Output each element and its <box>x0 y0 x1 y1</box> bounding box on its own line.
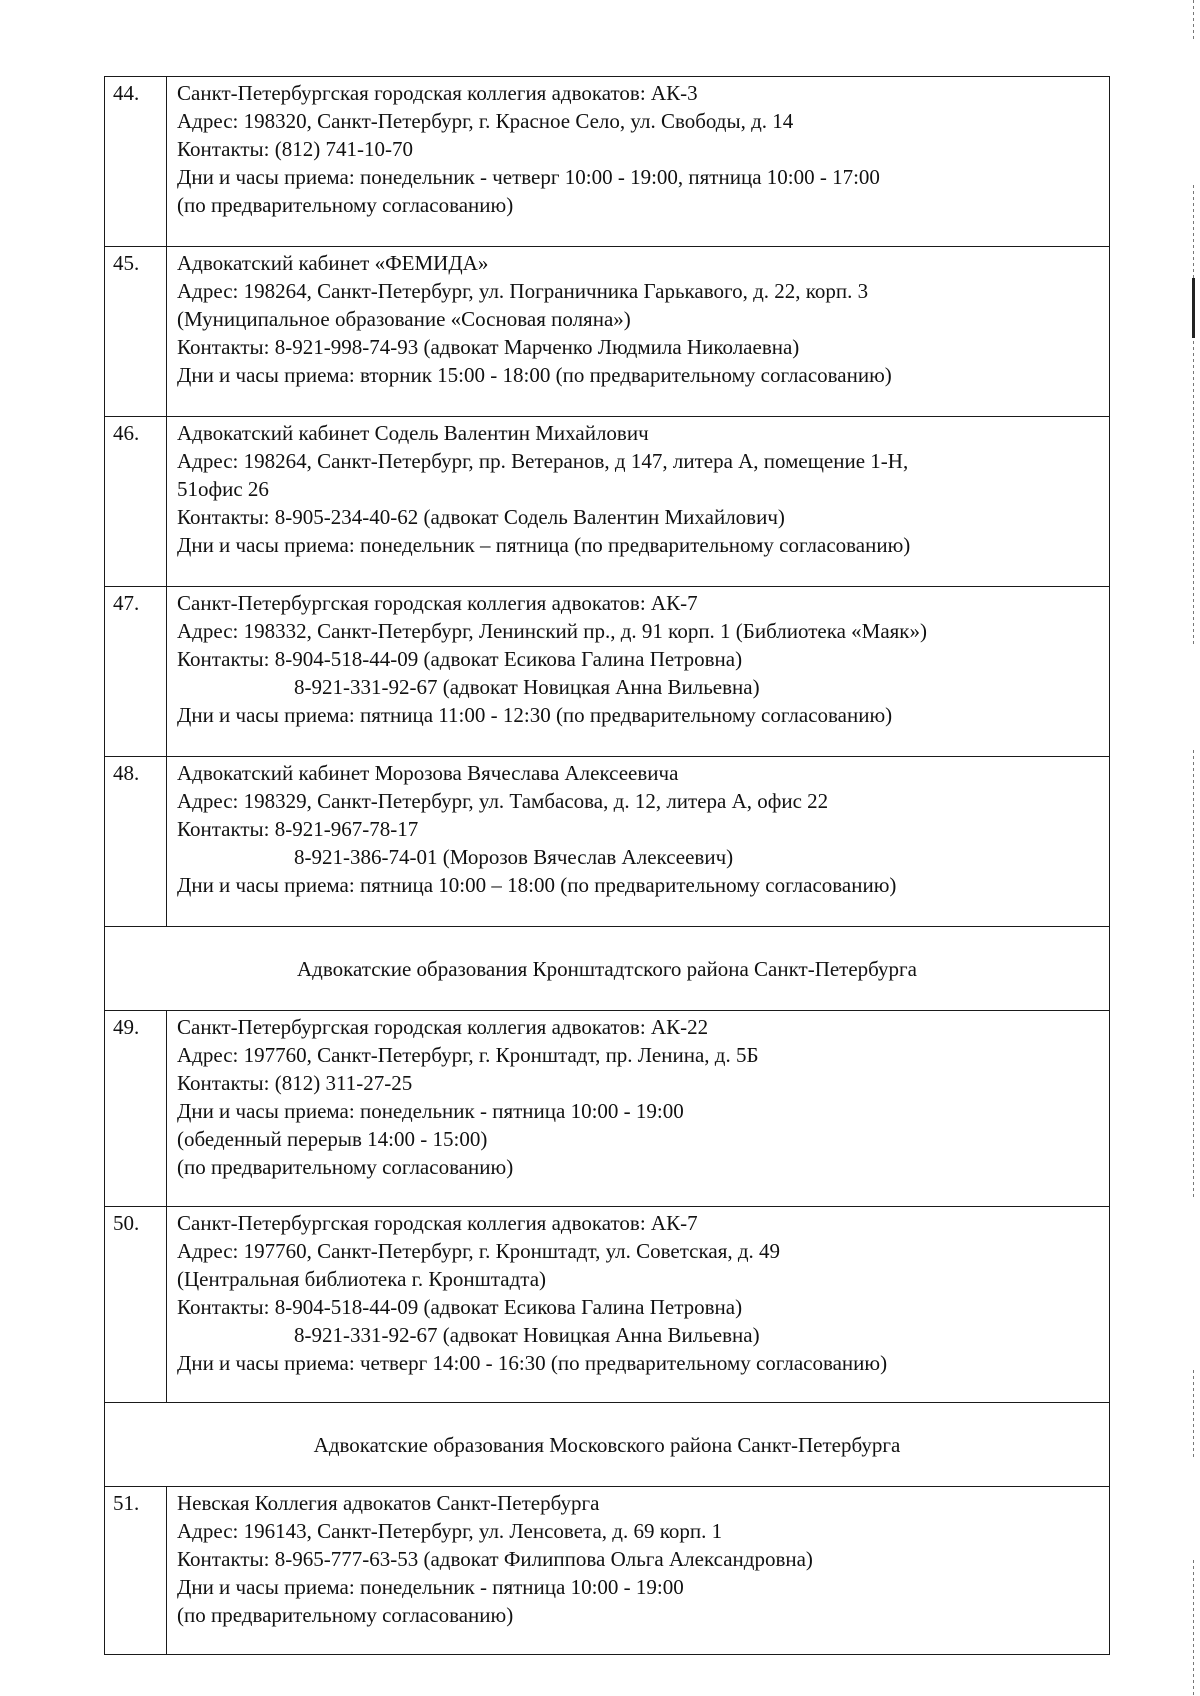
entry-contacts: Контакты: (812) 311-27-25 <box>177 1071 413 1095</box>
entry-content <box>167 77 1110 247</box>
table-row <box>105 1207 1110 1403</box>
entry-address: Адрес: 198264, Санкт-Петербург, ул. Пограничника Гарькавого, д. 22, корп. 3 <box>177 279 869 303</box>
entry-content <box>167 587 1110 757</box>
scan-artifact <box>1193 185 1194 645</box>
entry-org-name: Адвокатский кабинет Содель Валентин Михайлович <box>177 421 649 445</box>
entry-contacts: Контакты: (812) 741-10-70 <box>177 137 413 161</box>
table-row <box>105 77 1110 247</box>
table-row <box>105 1011 1110 1207</box>
section-header-moskovsky: Адвокатские образования Московского района Санкт-Петербурга <box>105 1403 1110 1487</box>
entry-note: (по предварительному согласованию) <box>177 1155 514 1179</box>
entry-number: 48. <box>105 757 167 927</box>
scan-artifact <box>1193 1560 1194 1696</box>
lawyer-registry-table <box>104 76 1110 1655</box>
entry-content <box>167 247 1110 417</box>
entry-content <box>167 757 1110 927</box>
entry-hours: Дни и часы приема: пятница 10:00 – 18:00 (по предварительному согласованию) <box>177 873 897 897</box>
entry-address-note: (Центральная библиотека г. Кронштадта) <box>177 1267 547 1291</box>
table-row <box>105 587 1110 757</box>
entry-hours: Дни и часы приема: понедельник - четверг 10:00 - 19:00, пятница 10:00 - 17:00 <box>177 165 880 189</box>
entry-content <box>167 417 1110 587</box>
entry-org-name: Санкт-Петербургская городская коллегия адвокатов: АК-7 <box>177 591 698 615</box>
entry-contacts-extra: 8-921-331-92-67 (адвокат Новицкая Анна Вильевна) <box>294 1323 760 1347</box>
entry-contacts: Контакты: 8-965-777-63-53 (адвокат Филиппова Ольга Александровна) <box>177 1547 813 1571</box>
entry-address: Адрес: 197760, Санкт-Петербург, г. Кронштадт, ул. Советская, д. 49 <box>177 1239 781 1263</box>
section-header-kronshtadt: Адвокатские образования Кронштадтского района Санкт-Петербурга <box>105 927 1110 1011</box>
entry-number: 44. <box>105 77 167 247</box>
section-header-row <box>105 1403 1110 1487</box>
entry-hours: Дни и часы приема: вторник 15:00 - 18:00 (по предварительному согласованию) <box>177 363 892 387</box>
table-row <box>105 417 1110 587</box>
entry-org-name: Адвокатский кабинет «ФЕМИДА» <box>177 251 489 275</box>
entry-org-name: Невская Коллегия адвокатов Санкт-Петербурга <box>177 1491 600 1515</box>
entry-contacts: Контакты: 8-905-234-40-62 (адвокат Содель Валентин Михайлович) <box>177 505 785 529</box>
scan-artifact <box>1192 278 1195 338</box>
entry-hours: Дни и часы приема: четверг 14:00 - 16:30 (по предварительному согласованию) <box>177 1351 888 1375</box>
entry-number: 50. <box>105 1207 167 1403</box>
entry-contacts: Контакты: 8-904-518-44-09 (адвокат Есикова Галина Петровна) <box>177 647 743 671</box>
entry-address: Адрес: 198329, Санкт-Петербург, ул. Тамбасова, д. 12, литера А, офис 22 <box>177 789 829 813</box>
section-header-row <box>105 927 1110 1011</box>
entry-hours: Дни и часы приема: понедельник – пятница (по предварительному согласованию) <box>177 533 911 557</box>
entry-org-name: Санкт-Петербургская городская коллегия адвокатов: АК-3 <box>177 81 698 105</box>
entry-lunch-break: (обеденный перерыв 14:00 - 15:00) <box>177 1127 488 1151</box>
entry-address: Адрес: 198264, Санкт-Петербург, пр. Ветеранов, д 147, литера А, помещение 1-Н, <box>177 449 909 473</box>
entry-hours: Дни и часы приема: понедельник - пятница 10:00 - 19:00 <box>177 1575 684 1599</box>
entry-note: (по предварительному согласованию) <box>177 1603 514 1627</box>
entry-content <box>167 1011 1110 1207</box>
entry-hours: Дни и часы приема: понедельник - пятница 10:00 - 19:00 <box>177 1099 684 1123</box>
entry-number: 49. <box>105 1011 167 1207</box>
entry-org-name: Санкт-Петербургская городская коллегия адвокатов: АК-7 <box>177 1211 698 1235</box>
scan-artifact <box>1193 750 1194 1200</box>
entry-content <box>167 1487 1110 1655</box>
entry-address: Адрес: 197760, Санкт-Петербург, г. Кронштадт, пр. Ленина, д. 5Б <box>177 1043 759 1067</box>
entry-hours: Дни и часы приема: пятница 11:00 - 12:30 (по предварительному согласованию) <box>177 703 893 727</box>
entry-number: 45. <box>105 247 167 417</box>
entry-address-cont: 51офис 26 <box>177 477 269 501</box>
scan-artifact <box>1193 0 1194 42</box>
table-row <box>105 247 1110 417</box>
entry-address: Адрес: 198332, Санкт-Петербург, Ленинский пр., д. 91 корп. 1 (Библиотека «Маяк») <box>177 619 928 643</box>
entry-content <box>167 1207 1110 1403</box>
entry-number: 46. <box>105 417 167 587</box>
entry-number: 47. <box>105 587 167 757</box>
entry-note: (по предварительному согласованию) <box>177 193 514 217</box>
table-row <box>105 1487 1110 1655</box>
entry-contacts-extra: 8-921-331-92-67 (адвокат Новицкая Анна Вильевна) <box>294 675 760 699</box>
entry-number: 51. <box>105 1487 167 1655</box>
scan-artifact <box>1193 1370 1194 1460</box>
entry-org-name: Санкт-Петербургская городская коллегия адвокатов: АК-22 <box>177 1015 709 1039</box>
table-row <box>105 757 1110 927</box>
entry-org-name: Адвокатский кабинет Морозова Вячеслава Алексеевича <box>177 761 679 785</box>
entry-contacts: Контакты: 8-904-518-44-09 (адвокат Есикова Галина Петровна) <box>177 1295 743 1319</box>
entry-address: Адрес: 196143, Санкт-Петербург, ул. Ленсовета, д. 69 корп. 1 <box>177 1519 723 1543</box>
entry-contacts-extra: 8-921-386-74-01 (Морозов Вячеслав Алексеевич) <box>294 845 734 869</box>
entry-address-note: (Муниципальное образование «Сосновая поляна») <box>177 307 631 331</box>
entry-address: Адрес: 198320, Санкт-Петербург, г. Красное Село, ул. Свободы, д. 14 <box>177 109 794 133</box>
entry-contacts: Контакты: 8-921-998-74-93 (адвокат Марченко Людмила Николаевна) <box>177 335 800 359</box>
entry-contacts: Контакты: 8-921-967-78-17 <box>177 817 419 841</box>
